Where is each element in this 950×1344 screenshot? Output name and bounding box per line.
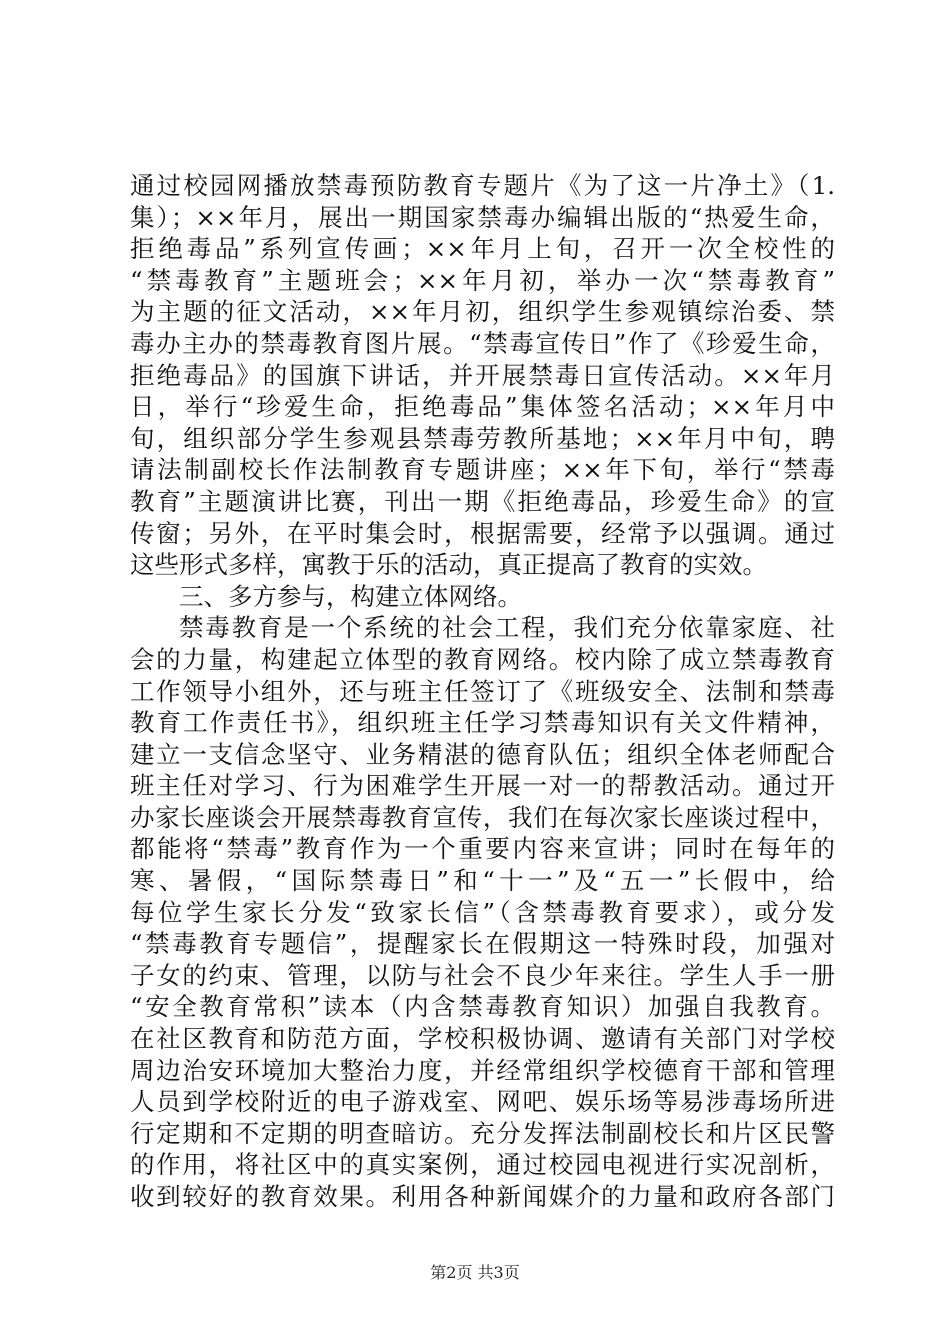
text-line: 收到较好的教育效果。利用各种新闻媒介的力量和政府各部门	[130, 1182, 835, 1211]
text-line: 行定期和不定期的明查暗访。充分发挥法制副校长和片区民警	[130, 1118, 835, 1148]
text-line: 子女的约束、管理，以防与社会不良少年来往。学生人手一册	[130, 960, 835, 990]
body-text	[130, 170, 835, 1213]
text-line: 人员到学校附近的电子游戏室、网吧、娱乐场等易涉毒场所进	[130, 1087, 835, 1117]
text-line: 毒办主办的禁毒教育图片展。“禁毒宣传日”作了《珍爱生命，	[130, 328, 835, 358]
text-line: 传窗；另外，在平时集会时，根据需要，经常予以强调。通过	[130, 518, 835, 548]
text-line: 教育”主题演讲比赛，刊出一期《拒绝毒品，珍爱生命》的宣	[130, 486, 835, 516]
text-line: 这些形式多样，寓教于乐的活动，真正提高了教育的实效。	[130, 550, 767, 580]
text-line: 建立一支信念坚守、业务精湛的德育队伍；组织全体老师配合	[130, 739, 835, 769]
text-line: “禁毒教育”主题班会；××年月初，举办一次“禁毒教育”	[130, 265, 835, 295]
text-line: 拒绝毒品》的国旗下讲话，并开展禁毒日宣传活动。××年月	[130, 360, 835, 390]
text-line: 的作用，将社区中的真实案例，通过校园电视进行实况剖析，	[130, 1150, 835, 1180]
section-heading: 三、多方参与，构建立体网络。	[179, 581, 522, 611]
text-line: 日，举行“珍爱生命，拒绝毒品”集体签名活动；××年月中	[130, 392, 835, 422]
text-line: 都能将“禁毒”教育作为一个重要内容来宣讲；同时在每年的	[130, 834, 835, 864]
text-line: 集）；××年月，展出一期国家禁毒办编辑出版的“热爱生命，	[130, 202, 835, 232]
text-line: 每位学生家长分发“致家长信”（含禁毒教育要求），或分发	[130, 897, 835, 927]
text-line: 会的力量，构建起立体型的教育网络。校内除了成立禁毒教育	[130, 644, 835, 674]
page-number-footer: 第2页 共3页	[430, 1263, 520, 1282]
text-line: 请法制副校长作法制教育专题讲座；××年下旬，举行“禁毒	[130, 455, 835, 485]
text-line: 周边治安环境加大整治力度，并经常组织学校德育干部和管理	[130, 1055, 835, 1085]
text-line: 工作领导小组外，还与班主任签订了《班级安全、法制和禁毒	[130, 676, 835, 706]
text-line: 旬，组织部分学生参观县禁毒劳教所基地；××年月中旬，聘	[130, 423, 835, 453]
text-line: 通过校园网播放禁毒预防教育专题片《为了这一片净土》（1.	[130, 171, 835, 200]
text-line: 拒绝毒品”系列宣传画；××年月上旬，召开一次全校性的	[130, 234, 835, 264]
text-line: “安全教育常积”读本（内含禁毒教育知识）加强自我教育。	[130, 992, 835, 1022]
text-line: 为主题的征文活动，××年月初，组织学生参观镇综治委、禁	[130, 297, 835, 327]
text-line: “禁毒教育专题信”，提醒家长在假期这一特殊时段，加强对	[130, 929, 835, 959]
text-line: 教育工作责任书》，组织班主任学习禁毒知识有关文件精神，	[130, 708, 835, 738]
text-line: 寒、暑假，“国际禁毒日”和“十一”及“五一”长假中，给	[130, 866, 835, 896]
text-line: 班主任对学习、行为困难学生开展一对一的帮教活动。通过开	[130, 771, 835, 801]
text-line: 在社区教育和防范方面，学校积极协调、邀请有关部门对学校	[130, 1024, 835, 1054]
text-line: 禁毒教育是一个系统的社会工程，我们充分依靠家庭、社	[179, 613, 835, 643]
text-line: 办家长座谈会开展禁毒教育宣传，我们在每次家长座谈过程中，	[130, 802, 835, 832]
